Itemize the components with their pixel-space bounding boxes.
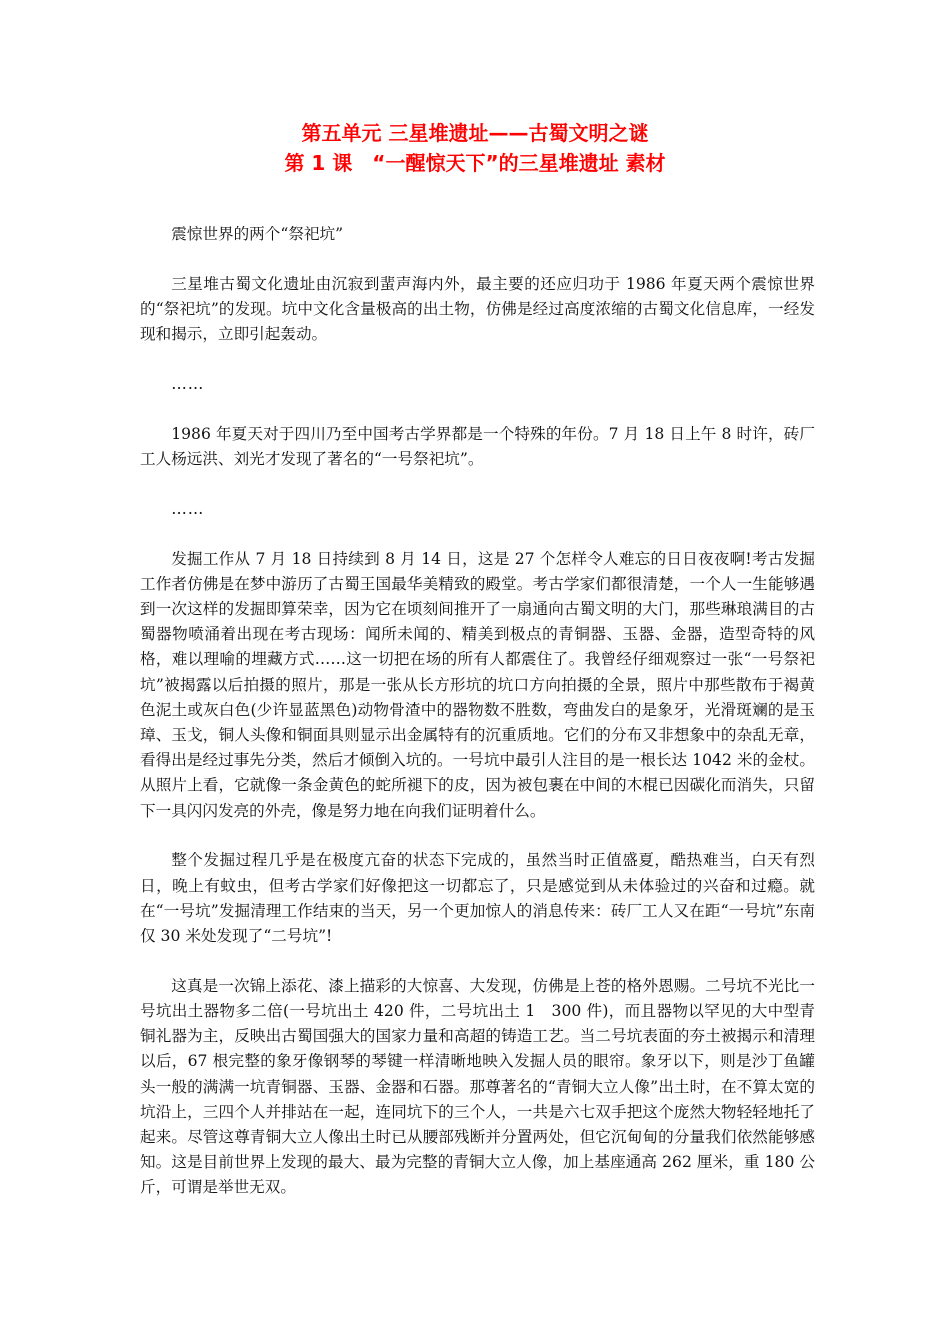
- paragraph-discovery: 1986 年夏天对于四川乃至中国考古学界都是一个特殊的年份。7 月 18 日上午 8 时许，砖厂工人杨远洪、刘光才发现了著名的“一号祭祀坑”。: [140, 424, 815, 468]
- ellipsis-separator: ……: [171, 499, 205, 518]
- paragraph-intro: 三星堆古蜀文化遗址由沉寂到蜚声海内外，最主要的还应归功于 1986 年夏天两个震惊世界的“祭祀坑”的发现。坑中文化含量极高的出土物，仿佛是经过高度浓缩的古蜀文化信息库，一经发现和揭示，立即引起轰动。: [140, 274, 815, 344]
- title-line-unit: 第五单元 三星堆遗址——古蜀文明之谜: [301, 121, 649, 145]
- section-heading: 震惊世界的两个“祭祀坑”: [171, 225, 344, 243]
- document-title: [0, 118, 950, 178]
- title-line-lesson: 第 1 课 “一醒惊天下”的三星堆遗址 素材: [284, 151, 666, 175]
- document-body: [140, 222, 815, 1225]
- paragraph-excavation: 发掘工作从 7 月 18 日持续到 8 月 14 日，这是 27 个怎样令人难忘的日日夜夜啊!考古发掘工作者仿佛是在梦中游历了古蜀王国最华美精致的殿堂。考古学家们都很清楚，一个人一生能够遇到一次这样的发掘即算荣幸，因为它在顷刻间推开了一扇通向古蜀文明的大门，那些琳琅满目的古蜀器物喷涌着出现在考古现场：闻所未闻的、精美到极点的青铜器、玉器、金器，造型奇特的风格，难以理喻的埋藏方式……这一切把在场的所有人都震住了。我曾经仔细观察过一张“一号祭祀坑”被揭露以后拍摄的照片，那是一张从长方形坑的坑口方向拍摄的全景，照片中那些散布于褐黄色泥土或灰白色(少许显蓝黑色)动物骨渣中的器物数不胜数，弯曲发白的是象牙，光滑斑斓的是玉璋、玉戈，铜人头像和铜面具则显示出金属特有的沉重质地。它们的分布又非想象中的杂乱无章，看得出是经过事先分类，然后才倾倒入坑的。一号坑中最引人注目的是一根长达 1042 米的金杖。从照片上看，它就像一条金黄色的蛇所褪下的皮，因为被包裹在中间的木棍已因碳化而消失，只留下一具闪闪发亮的外壳，像是努力地在向我们证明着什么。: [140, 549, 815, 820]
- paragraph-second-pit: 整个发掘过程几乎是在极度亢奋的状态下完成的，虽然当时正值盛夏，酷热难当，白天有烈日，晚上有蚊虫，但考古学家们好像把这一切都忘了，只是感觉到从未体验过的兴奋和过瘾。就在“一号坑”发掘清理工作结束的当天，另一个更加惊人的消息传来：砖厂工人又在距“一号坑”东南仅 30 米处发现了“二号坑”!: [140, 851, 815, 946]
- paragraph-bronze-statue: 这真是一次锦上添花、漆上描彩的大惊喜、大发现，仿佛是上苍的格外恩赐。二号坑不光比一号坑出土器物多二倍(一号坑出土 420 件，二号坑出土 1 300 件)，而且器物以罕见的大中型青铜礼器为主，反映出古蜀国强大的国家力量和高超的铸造工艺。当二号坑表面的夯土被揭示和清理以后，67 根完整的象牙像钢琴的琴键一样清晰地映入发掘人员的眼帘。象牙以下，则是沙丁鱼罐头一般的满满一坑青铜器、玉器、金器和石器。那尊著名的“青铜大立人像”出土时，在不算太宽的坑沿上，三四个人并排站在一起，连同坑下的三个人，一共是六七双手把这个庞然大物轻轻地托了起来。尽管这尊青铜大立人像出土时已从腰部残断并分置两处，但它沉甸甸的分量我们依然能够感知。这是目前世界上发现的最大、最为完整的青铜大立人像，加上基座通高 262 厘米，重 180 公斤，可谓是举世无双。: [140, 976, 815, 1197]
- ellipsis-separator: ……: [171, 375, 205, 393]
